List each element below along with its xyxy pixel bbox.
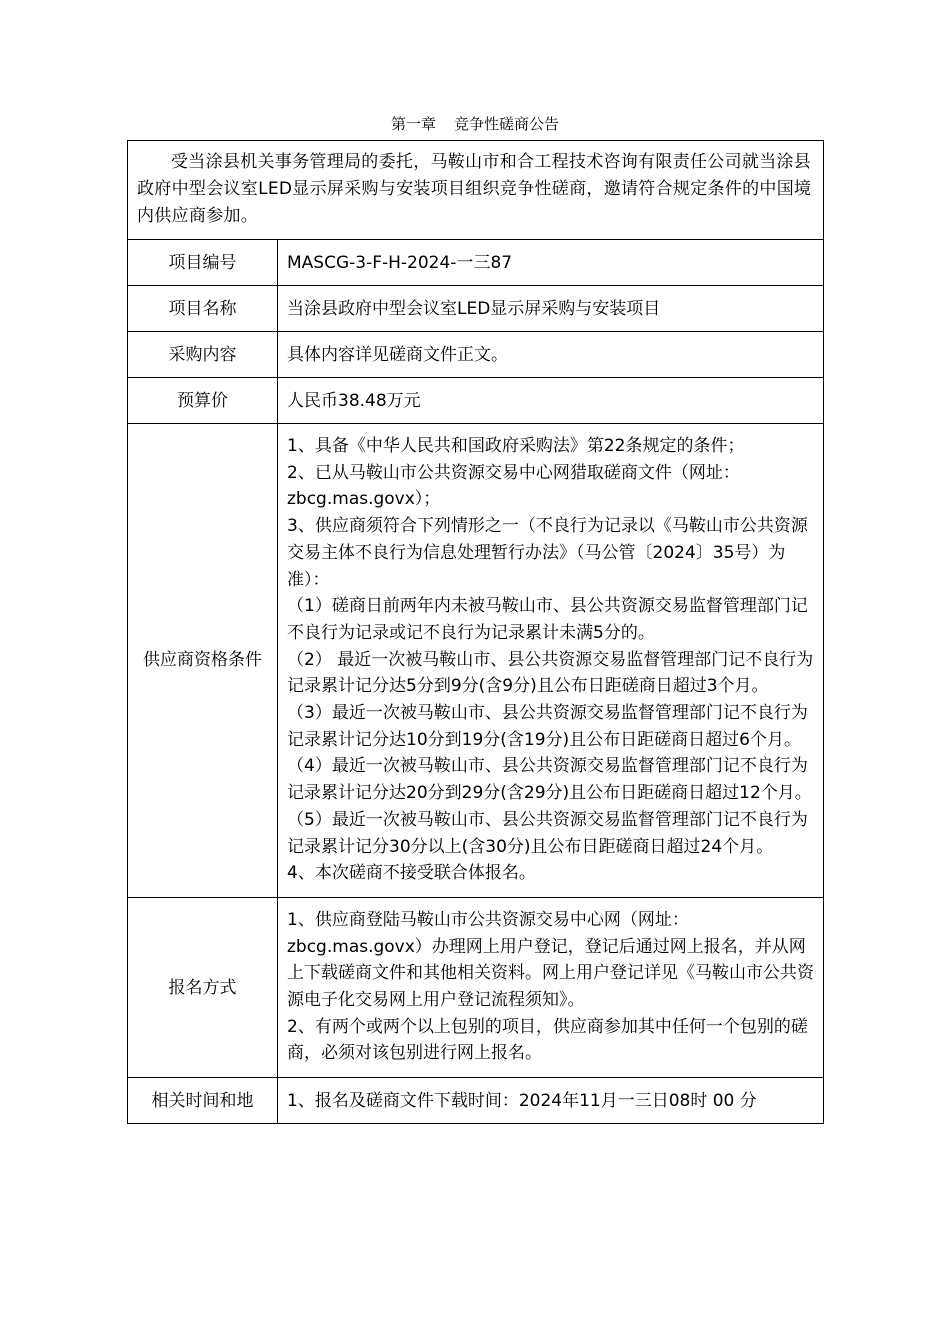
chapter-heading <box>0 113 950 135</box>
project-name-label: 项目名称 <box>128 286 278 332</box>
registration-item: 2、有两个或两个以上包别的项目，供应商参加其中任何一个包别的磋商，必须对该包别进行网上报名。 <box>287 1016 808 1064</box>
project-code-label: 项目编号 <box>128 240 278 286</box>
budget-label: 预算价 <box>128 378 278 424</box>
time-place-row <box>128 1078 824 1124</box>
qualification-row <box>128 424 824 898</box>
qualification-content <box>278 424 824 898</box>
qualification-subitem: （3）最近一次被马鞍山市、县公共资源交易监督管理部门记不良行为记录累计记分达10分到19分(含19分)且公布日距磋商日超过6个月。 <box>287 703 808 750</box>
announcement-table <box>127 140 824 1124</box>
budget-value: 人民币38.48万元 <box>278 378 824 424</box>
intro-paragraph: 受当涂县机关事务管理局的委托，马鞍山市和合工程技术咨询有限责任公司就当涂县政府中型会议室LED显示屏采购与安装项目组织竞争性磋商，邀请符合规定条件的中国境内供应商参加。 <box>128 141 824 240</box>
project-code-row <box>128 240 824 286</box>
registration-content <box>278 897 824 1077</box>
time-place-label: 相关时间和地 <box>128 1078 278 1124</box>
purchase-content-row <box>128 332 824 378</box>
qualification-item: 1、具备《中华人民共和国政府采购法》第22条规定的条件； <box>287 436 745 456</box>
qualification-subitem: （1）磋商日前两年内未被马鞍山市、县公共资源交易监督管理部门记不良行为记录或记不良行为记录累计未满5分的。 <box>287 596 808 643</box>
chapter-title: 竞争性磋商公告 <box>454 115 560 133</box>
project-name-value: 当涂县政府中型会议室LED显示屏采购与安装项目 <box>278 286 824 332</box>
qualification-item: 3、供应商须符合下列情形之一（不良行为记录以《马鞍山市公共资源交易主体不良行为信息处理暂行办法》（马公管〔2024〕35号）为准）： <box>287 516 808 590</box>
qualification-subitem: （4）最近一次被马鞍山市、县公共资源交易监督管理部门记不良行为记录累计记分达20分到29分(含29分)且公布日距磋商日超过12个月。 <box>287 756 812 804</box>
qualification-label: 供应商资格条件 <box>128 424 278 898</box>
chapter-number: 第一章 <box>390 115 436 133</box>
qualification-item: 2、已从马鞍山市公共资源交易中心网猎取磋商文件（网址：zbcg.mas.govx）； <box>287 462 740 510</box>
project-name-row <box>128 286 824 332</box>
project-code-value: MASCG-3-F-H-2024-一三87 <box>278 240 824 286</box>
qualification-item: 4、本次磋商不接受联合体报名。 <box>287 863 536 884</box>
qualification-subitem: （5）最近一次被马鞍山市、县公共资源交易监督管理部门记不良行为记录累计记分30分以上(含30分)且公布日距磋商日超过24个月。 <box>287 809 808 857</box>
registration-item: 1、供应商登陆马鞍山市公共资源交易中心网（网址：zbcg.mas.govx）办理网上用户登记，登记后通过网上报名，并从网上下载磋商文件和其他相关资料。网上用户登记详见《马鞍山市公共资源电子化交易网上用户登记流程须知》。 <box>287 909 814 1011</box>
registration-row <box>128 897 824 1077</box>
time-place-value: 1、报名及磋商文件下载时间：2024年11月一三日08时 00 分 <box>278 1078 824 1124</box>
registration-label: 报名方式 <box>128 897 278 1077</box>
qualification-subitem: （2） 最近一次被马鞍山市、县公共资源交易监督管理部门记不良行为记录累计记分达5分到9分(含9分)且公布日距磋商日超过3个月。 <box>287 649 814 697</box>
purchase-content-value: 具体内容详见磋商文件正文。 <box>278 332 824 378</box>
purchase-content-label: 采购内容 <box>128 332 278 378</box>
intro-row <box>128 141 824 240</box>
budget-row <box>128 378 824 424</box>
